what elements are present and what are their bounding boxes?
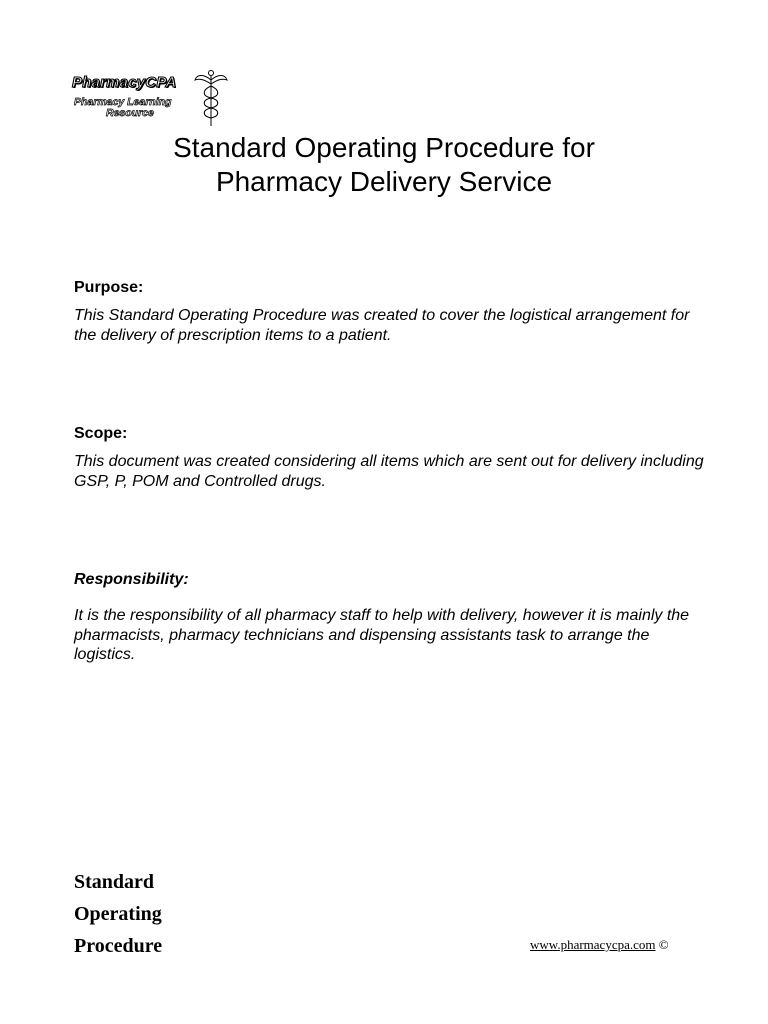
caduceus-icon	[194, 68, 228, 128]
footer-website	[530, 937, 669, 953]
responsibility-text: It is the responsibility of all pharmacy staff to help with delivery, however it is mainly the pharmacists, pharmacy technicians and dispensing assistants task to arrange the logistics.	[74, 607, 690, 663]
footer-sop-label	[74, 866, 162, 962]
logo-brand-text: PharmacyCPA	[72, 74, 177, 91]
responsibility-heading: Responsibility:	[74, 571, 189, 588]
page-title	[0, 131, 768, 199]
title-line2: Pharmacy Delivery Service	[215, 166, 553, 197]
website-link[interactable]: www.pharmacycpa.com	[530, 937, 656, 952]
scope-heading: Scope:	[74, 425, 128, 442]
footer-sop-line3: Procedure	[74, 935, 163, 957]
title-line1: Standard Operating Procedure for	[173, 132, 595, 163]
logo-tagline-line1: Pharmacy Learning	[74, 96, 172, 108]
pharmacycpa-logo	[70, 68, 230, 128]
purpose-text: This Standard Operating Procedure was created to cover the logistical arrangement for the delivery of prescription items to a patient.	[74, 307, 690, 344]
logo-tagline	[74, 97, 171, 119]
footer-sop-line1: Standard	[74, 871, 155, 893]
scope-text: This document was created considering all items which are sent out for delivery including GSP, P, POM and Controlled drugs.	[74, 453, 704, 490]
copyright-symbol: ©	[658, 937, 669, 952]
purpose-heading: Purpose:	[74, 279, 144, 296]
logo-tagline-line2: Resource	[106, 107, 154, 119]
footer-sop-line2: Operating	[74, 903, 162, 925]
